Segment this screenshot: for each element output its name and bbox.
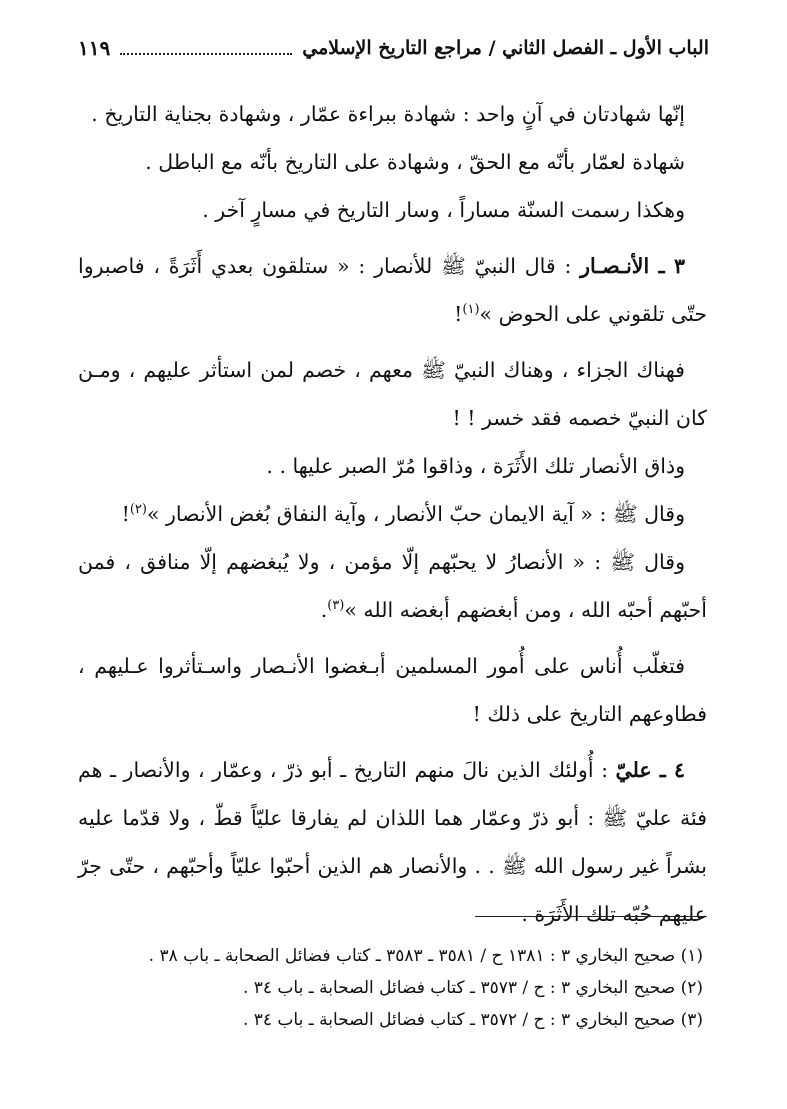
paragraph-ansar	[78, 242, 707, 338]
paragraph-ansar-end: !	[454, 302, 463, 326]
running-header	[78, 30, 709, 66]
footnote-ref-2: (٢)	[129, 502, 147, 518]
paragraph-2: شهادة لعمّار بأنّه مع الحقّ ، وشهادة على التاريخ بأنّه مع الباطل .	[145, 150, 685, 174]
paragraph-8-text: وقال ﷺ : « الأنصارُ لا يحبّهم إلّا مؤمن ، ولا يُبغضهم إلّا منافق ، فمن أحبّهم أحبّه الله ، ومن أبغضهم أبغضه الله »	[78, 550, 707, 622]
footnote-3: (٣) صحيح البخاري ٣ : ح / ٣٥٧٢ ـ كتاب فضائل الصحابة ـ باب ٣٤ .	[242, 1010, 703, 1030]
paragraph-7-text: وقال ﷺ : « آية الايمان حبّ الأنصار ، وآية النفاق بُغض الأنصار »	[146, 502, 685, 526]
header-leader-dots	[120, 41, 292, 55]
paragraph-1: إنّها شهادتان في آنٍ واحد : شهادة ببراءة عمّار ، وشهادة بجناية التاريخ .	[91, 102, 685, 126]
paragraph-8	[78, 538, 707, 634]
paragraph-3: وهكذا رسمت السنّة مساراً ، وسار التاريخ في مسارٍ آخر .	[202, 198, 685, 222]
footnotes	[80, 940, 703, 1036]
paragraph-9: فتغلّب أُناس على أُمور المسلمين أبـغضوا الأنـصار واسـتأثروا عـليهم ، فطاوعهم التاريخ على ذلك !	[78, 654, 707, 726]
main-text	[78, 90, 707, 938]
footnote-1: (١) صحيح البخاري ٣ : ١٣٨١ ح / ٣٥٨١ ـ ٣٥٨٣ ـ كتاب فضائل الصحابة ـ باب ٣٨ .	[148, 946, 703, 966]
footnote-ref-1: (١)	[462, 302, 480, 318]
section-3-heading: ٣ ـ الأنـصـار	[580, 254, 685, 278]
section-4-heading: ٤ ـ عليّ	[615, 758, 685, 782]
paragraph-ali	[78, 746, 707, 938]
paragraph-5: فهناك الجزاء ، وهناك النبيّ ﷺ معهم ، خصم لمن استأثر عليهم ، ومـن كان النبيّ خصمه فقد خسر ! !	[78, 358, 707, 430]
page-number: ١١٩	[78, 36, 111, 60]
paragraph-8-end: .	[320, 598, 328, 622]
paragraph-ali-text: : أُولئك الذين نالَ منهم التاريخ ـ أبو ذرّ ، وعمّار ، والأنصار ـ هم فئة عليّ ﷺ : أبو ذرّ وعمّار هما اللذان لم يفارقا عليّاً قطّ ، ولا قدّما عليه بشراً غير رسول الله ﷺ . . والأنصار هم الذين أحبّوا عليّاً وأحبّهم ، حتّى جرّ عليهم حُبّه تلك الأَثَرَة .	[78, 758, 707, 926]
paragraph-ansar-text: : قال النبيّ ﷺ للأنصار : « ستلقون بعدي أَثَرَةً ، فاصبروا حتّى تلقوني على الحوض »	[78, 254, 707, 326]
paragraph-6: وذاق الأنصار تلك الأَثَرَة ، وذاقوا مُرّ الصبر عليها . .	[266, 454, 685, 478]
paragraph-7	[78, 490, 707, 538]
footnote-ref-3: (٣)	[327, 598, 345, 614]
separator-line	[475, 916, 707, 917]
paragraph-7-end: !	[121, 502, 130, 526]
footnote-2: (٢) صحيح البخاري ٣ : ح / ٣٥٧٣ ـ كتاب فضائل الصحابة ـ باب ٣٤ .	[242, 978, 703, 998]
chapter-title: الباب الأول ـ الفصل الثاني / مراجع التاريخ الإسلامي	[302, 37, 709, 59]
